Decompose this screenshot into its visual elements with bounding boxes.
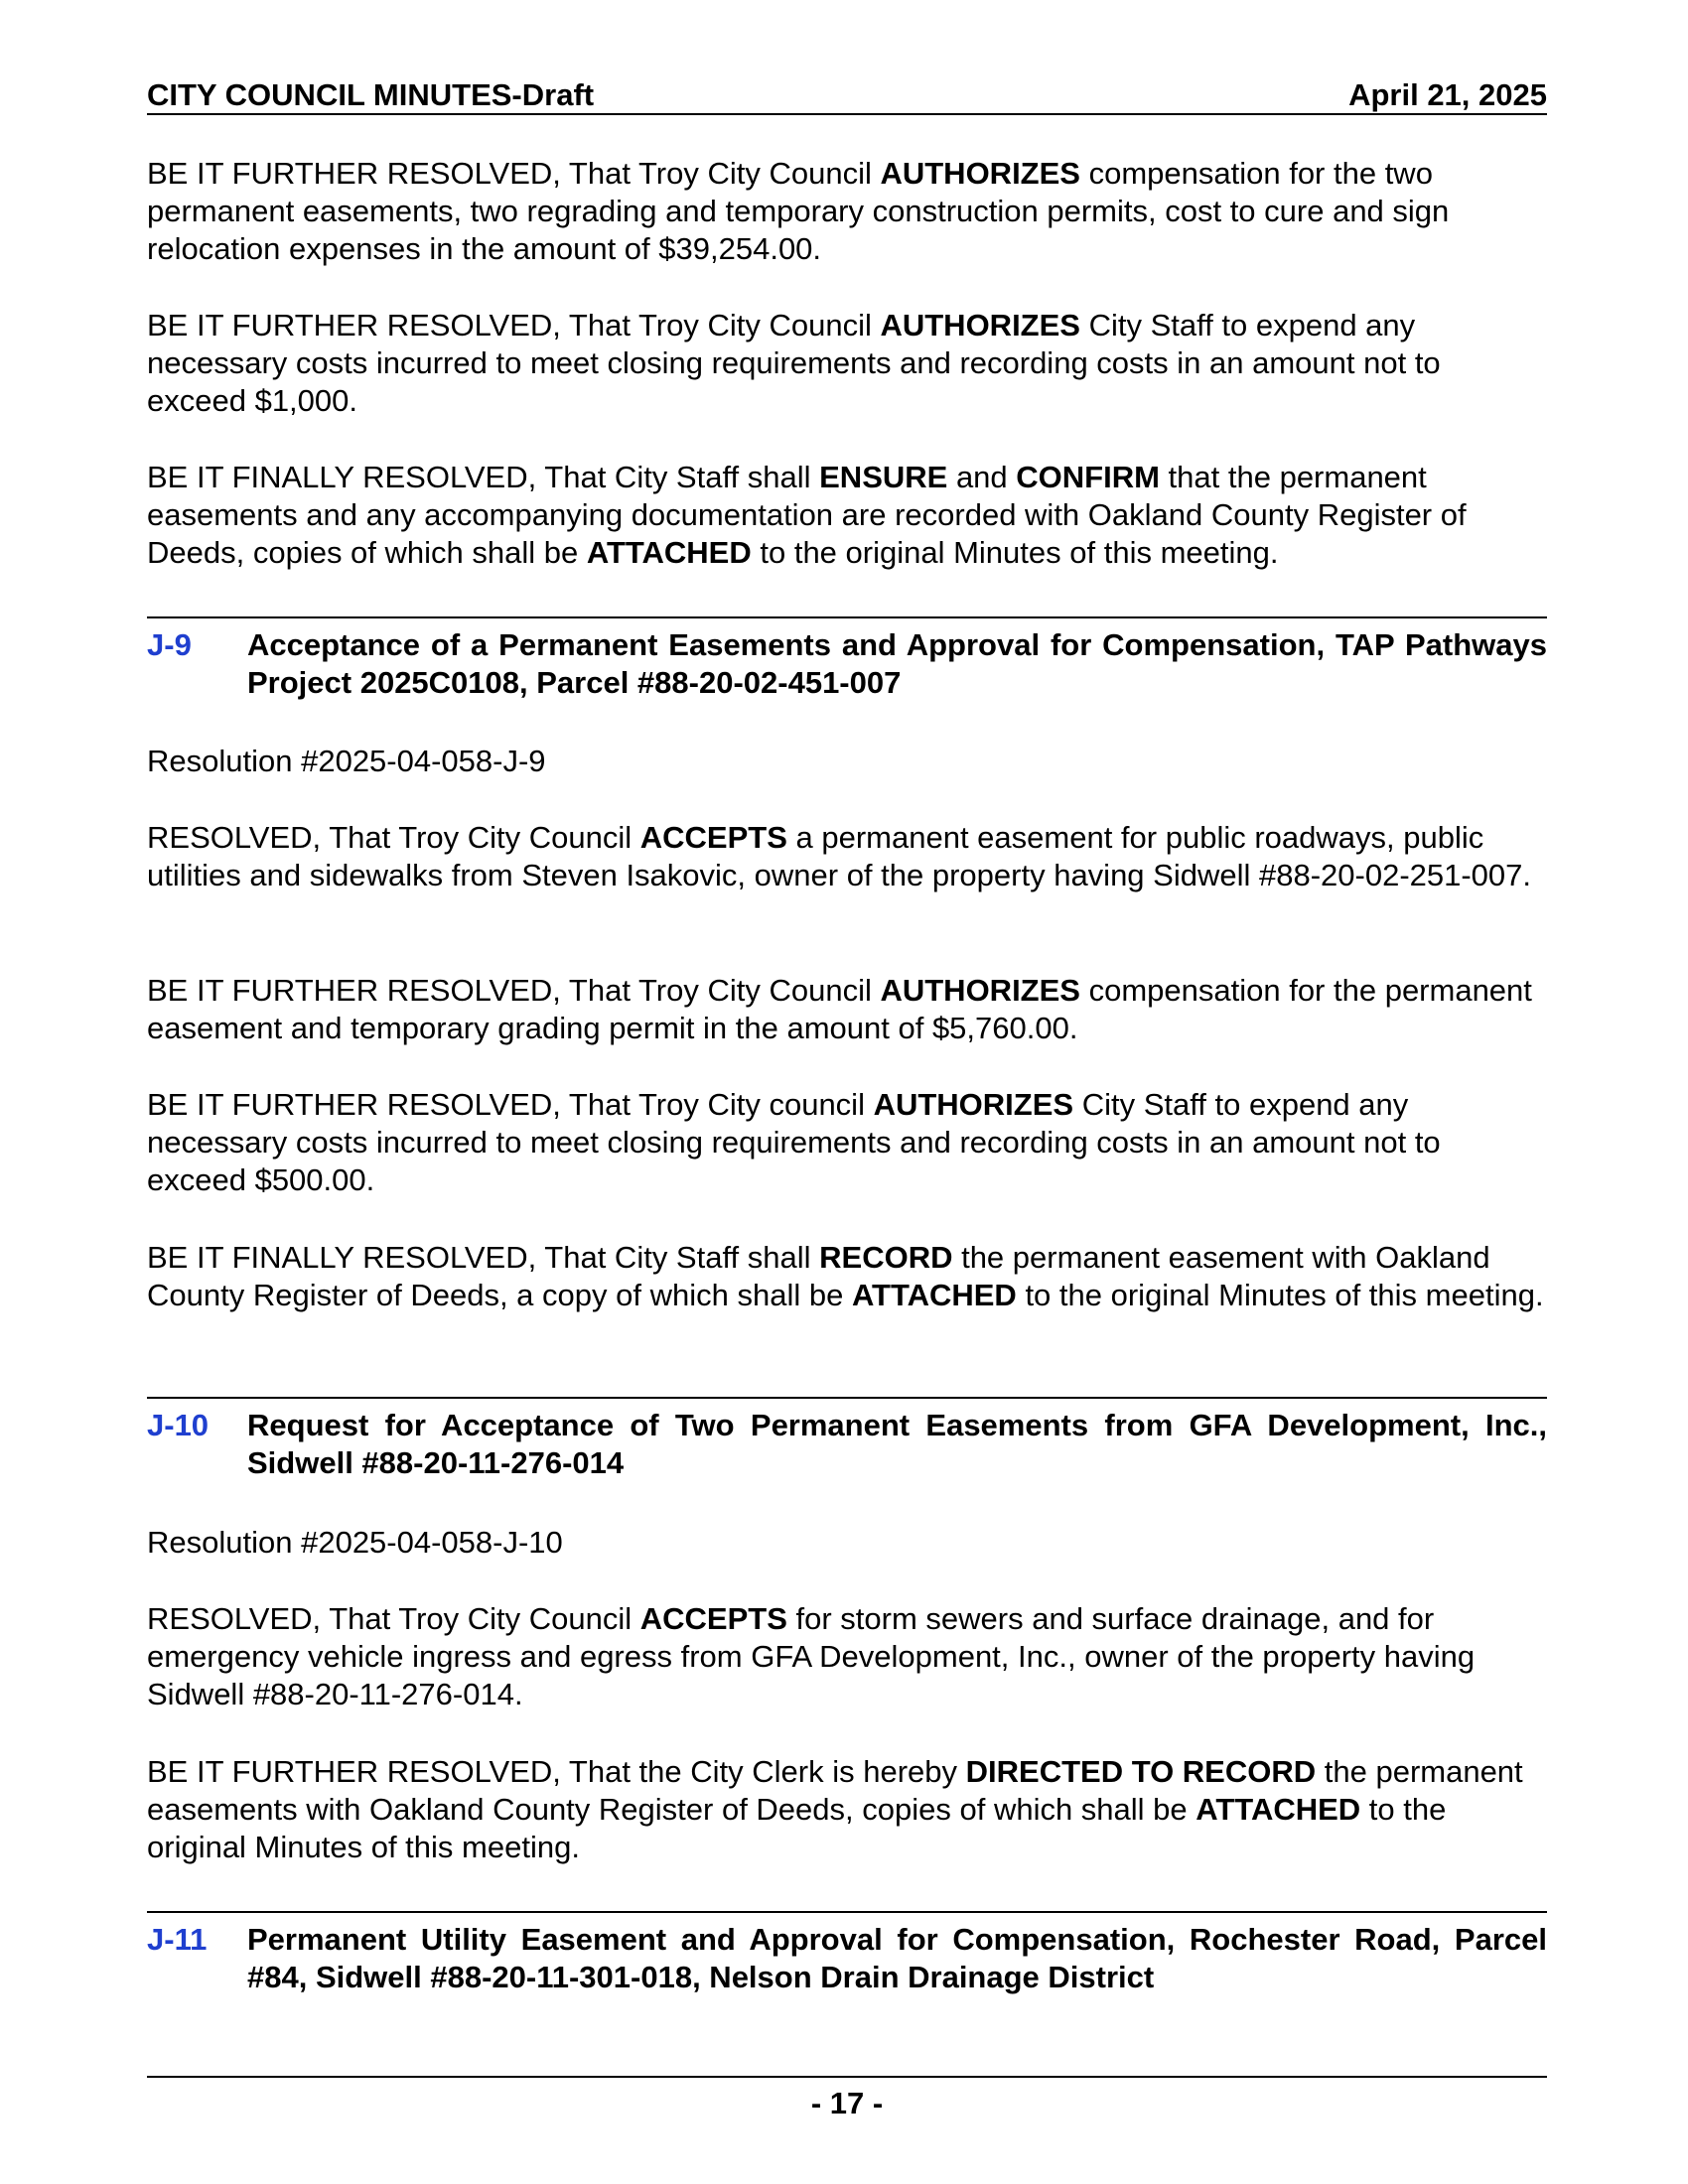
paragraph-further-resolved-compensation: BE IT FURTHER RESOLVED, That Troy City Council AUTHORIZES compensation for the permanent easement and temporary grading permit in the amount of $5,760.00. bbox=[147, 973, 1532, 1045]
agenda-item-j11 bbox=[147, 1921, 1547, 2000]
paragraph-resolved-accepts: RESOLVED, That Troy City Council ACCEPTS a permanent easement for public roadways, public utilities and sidewalks from Steven Isakovic, owner of the property having Sidwell #88-20-02-251-007. bbox=[147, 820, 1532, 892]
section-divider bbox=[147, 616, 1547, 618]
header-title: CITY COUNCIL MINUTES-Draft bbox=[147, 77, 595, 112]
header-date: April 21, 2025 bbox=[1348, 77, 1547, 112]
item-number: J-9 bbox=[147, 627, 192, 662]
item-number: J-11 bbox=[147, 1922, 208, 1957]
paragraph-further-resolved-compensation: BE IT FURTHER RESOLVED, That Troy City Council AUTHORIZES compensation for the two permanent easements, two regrading and temporary construction permits, cost to cure and sign relocation expenses in the amount of $39,254.00. bbox=[147, 156, 1450, 266]
resolution-number: Resolution #2025-04-058-J-9 bbox=[147, 744, 546, 778]
item-title: Permanent Utility Easement and Approval for Compensation, Rochester Road, Parcel #84, Sidwell #88-20-11-301-018, Nelson Drain Drainage District bbox=[247, 1922, 1547, 1994]
item-title: Request for Acceptance of Two Permanent Easements from GFA Development, Inc., Sidwell #88-20-11-276-014 bbox=[247, 1408, 1547, 1480]
footer-divider bbox=[147, 2076, 1547, 2078]
resolution-number: Resolution #2025-04-058-J-10 bbox=[147, 1525, 563, 1560]
agenda-item-j10 bbox=[147, 1407, 1547, 1486]
item-number: J-10 bbox=[147, 1408, 210, 1442]
page-number: - 17 - bbox=[810, 2086, 884, 2120]
paragraph-further-resolved-record: BE IT FURTHER RESOLVED, That the City Clerk is hereby DIRECTED TO RECORD the permanent easements with Oakland County Register of Deeds, copies of which shall be ATTACHED to the original Minutes of this meeting. bbox=[147, 1754, 1523, 1864]
paragraph-further-resolved-costs: BE IT FURTHER RESOLVED, That Troy City council AUTHORIZES City Staff to expend any necessary costs incurred to meet closing requirements and recording costs in an amount not to exceed $500.00. bbox=[147, 1087, 1441, 1197]
page-header bbox=[147, 77, 1547, 115]
section-divider bbox=[147, 1397, 1547, 1399]
paragraph-further-resolved-costs: BE IT FURTHER RESOLVED, That Troy City Council AUTHORIZES City Staff to expend any necessary costs incurred to meet closing requirements and recording costs in an amount not to exceed $1,000. bbox=[147, 308, 1441, 418]
paragraph-finally-resolved: BE IT FINALLY RESOLVED, That City Staff shall ENSURE and CONFIRM that the permanent easements and any accompanying documentation are recorded with Oakland County Register of Deeds, copies of which shall be ATTACHED to the original Minutes of this meeting. bbox=[147, 460, 1467, 570]
agenda-item-j9 bbox=[147, 626, 1547, 706]
paragraph-resolved-accepts: RESOLVED, That Troy City Council ACCEPTS for storm sewers and surface drainage, and for emergency vehicle ingress and egress from GFA Development, Inc., owner of the property having Sidwell #88-20-11-276-014. bbox=[147, 1601, 1476, 1711]
paragraph-finally-resolved: BE IT FINALLY RESOLVED, That City Staff shall RECORD the permanent easement with Oakland County Register of Deeds, a copy of which shall be ATTACHED to the original Minutes of this meeting. bbox=[147, 1240, 1544, 1312]
item-title: Acceptance of a Permanent Easements and Approval for Compensation, TAP Pathways Project 2025C0108, Parcel #88-20-02-451-007 bbox=[247, 627, 1547, 700]
section-divider bbox=[147, 1911, 1547, 1913]
